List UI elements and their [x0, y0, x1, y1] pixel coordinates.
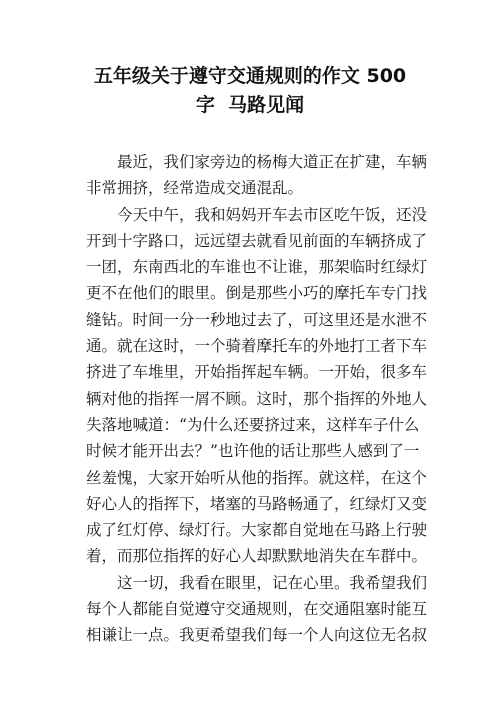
- text-line: 非常拥挤，经常造成交通混乱。: [86, 179, 304, 198]
- text-line: 通。就在这时，一个骑着摩托车的外地打工者下车: [86, 337, 428, 356]
- text-line: 开到十字路口，远远望去就看见前面的车辆挤成了: [86, 231, 428, 250]
- paragraph-1: [86, 149, 428, 202]
- text-line: 今天中午，我和妈妈开车去市区吃午饭，还没: [117, 205, 428, 224]
- document-body: [86, 149, 428, 649]
- paragraph-3: [86, 570, 428, 649]
- text-line: 缝钻。时间一分一秒地过去了，可这里还是水泄不: [86, 310, 428, 329]
- text-line: 失落地喊道：“为什么还要挤过来，这样车子什么: [86, 415, 420, 434]
- text-line: 时候才能开出去？”也许他的话让那些人感到了一: [86, 442, 420, 461]
- text-line: 挤进了车堆里，开始指挥起车辆。一开始，很多车: [86, 363, 428, 382]
- text-line: 成了红灯停、绿灯行。大家都自觉地在马路上行驶: [86, 521, 428, 540]
- text-line: 丝羞愧，大家开始听从他的指挥。就这样，在这个: [86, 468, 428, 487]
- text-line: 每个人都能自觉遵守交通规则，在交通阻塞时能互: [86, 600, 428, 619]
- text-line: 好心人的指挥下，堵塞的马路畅通了，红绿灯又变: [86, 494, 428, 513]
- document-title: [50, 62, 450, 120]
- text-line: 最近，我们家旁边的杨梅大道正在扩建，车辆: [117, 153, 428, 171]
- paragraph-2: [86, 202, 428, 570]
- text-line: 辆对他的指挥一屑不顾。这时，那个指挥的外地人: [86, 389, 428, 408]
- title-line: 字 马路见闻: [195, 94, 305, 116]
- text-line: 更不在他们的眼里。倒是那些小巧的摩托车专门找: [86, 284, 428, 303]
- text-line: 一团，东南西北的车谁也不让谁，那架临时红绿灯: [86, 258, 428, 277]
- title-line: 五年级关于遵守交通规则的作文 500: [93, 65, 407, 87]
- text-line: 相谦让一点。我更希望我们每一个人向这位无名叔: [86, 626, 428, 645]
- text-line: 着，而那位指挥的好心人却默默地消失在车群中。: [86, 547, 428, 566]
- text-line: 这一切，我看在眼里，记在心里。我希望我们: [117, 573, 428, 592]
